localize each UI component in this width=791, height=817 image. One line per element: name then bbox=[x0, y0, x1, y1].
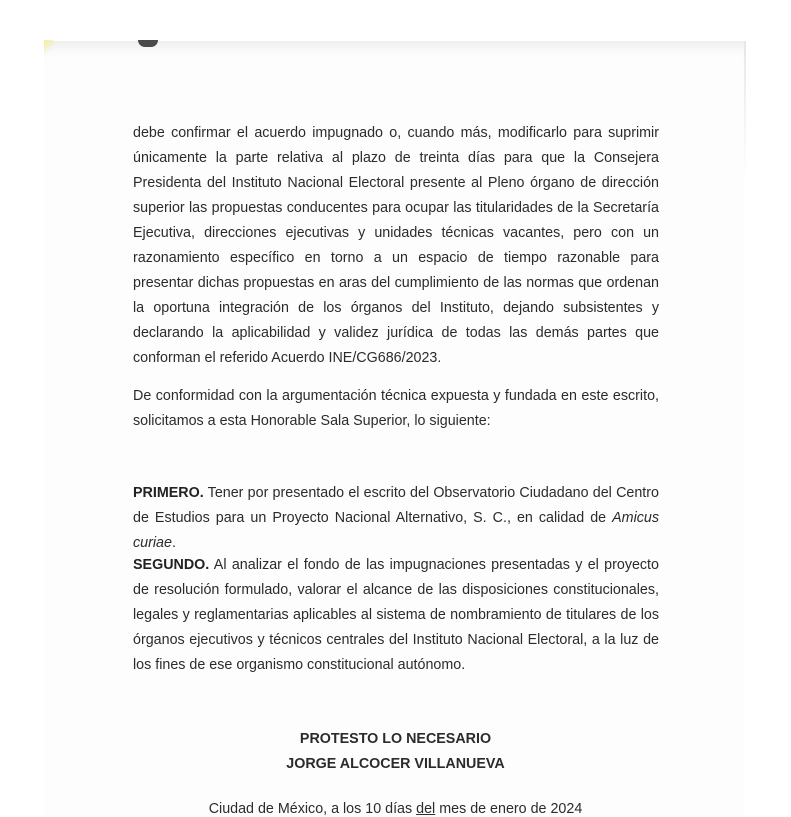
paragraph-request-intro: De conformidad con la argumentación técnica expuesta y fundada en este escrito, solicitamos a esta Honorable Sala Superior, lo siguiente: bbox=[133, 388, 659, 429]
date-underlined: del bbox=[416, 801, 436, 817]
paragraph-segundo bbox=[133, 553, 659, 678]
primero-text: Tener por presentado el escrito del Observatorio Ciudadano del Centro de Estudios para un Proyecto Nacional Alternativo, S. C., en calidad de bbox=[133, 485, 659, 526]
signatory-name: JORGE ALCOCER VILLANUEVA bbox=[286, 756, 505, 772]
primero-end: . bbox=[171, 535, 176, 551]
closing-statement: PROTESTO LO NECESARIO bbox=[299, 731, 492, 747]
primero-italic: Amicus curiae bbox=[133, 510, 659, 551]
segundo-text: Al analizar el fondo de las impugnaciones presentadas y el proyecto de resolución formulado, valorar el alcance de las disposiciones constitucionales, legales y reglamentarias aplicables al sistema de nombramiento de titulares de los órganos ejecutivos y técnicos centrales del Instituto Nacional Electoral, a la luz de los fines de ese organismo constitucional autónomo. bbox=[133, 557, 659, 673]
paragraph-primero bbox=[133, 481, 659, 556]
page-corner-highlight bbox=[44, 40, 54, 56]
page-right-edge bbox=[744, 41, 746, 181]
segundo-label: SEGUNDO. bbox=[133, 557, 210, 573]
date-before: Ciudad de México, a los 10 días bbox=[208, 801, 417, 817]
date-line bbox=[0, 801, 791, 817]
paragraph-petition: debe confirmar el acuerdo impugnado o, cuando más, modificarlo para suprimir únicamente la parte relativa al plazo de treinta días para que la Consejera Presidenta del Instituto Nacional Electoral presente al Pleno órgano de dirección superior las propuestas conducentes para ocupar las titularidades de la Secretaría Ejecutiva, direcciones ejecutivas y unidades técnicas vacantes, pero con un razonamiento específico en torno a un espacio de tiempo razonable para presentar dichas propuestas en aras del cumplimiento de las normas que ordenan la oportuna integración de los órganos del Instituto, dejando subsistentes y declarando la aplicabilidad y validez jurídica de todas las demás partes que conforman el referido Acuerdo INE/CG686/2023. bbox=[133, 125, 659, 366]
date-after: mes de enero de 2024 bbox=[435, 801, 583, 817]
primero-label: PRIMERO. bbox=[133, 485, 204, 501]
